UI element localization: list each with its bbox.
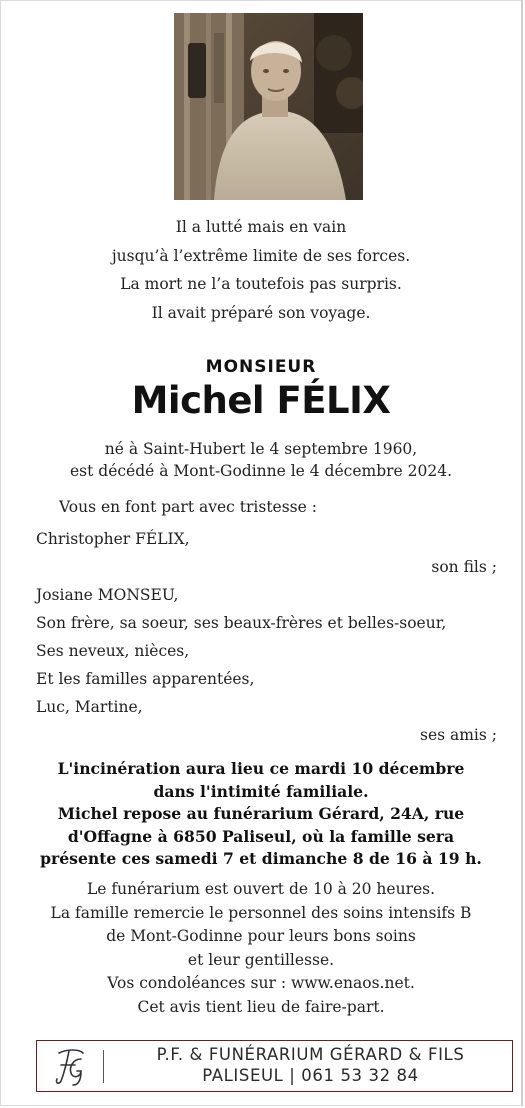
- info-line: La famille remercie le personnel des soins intensifs B: [50, 903, 472, 922]
- funeral-home-banner: [36, 1040, 513, 1092]
- funeral-home-monogram-logo: [49, 1045, 91, 1087]
- info-line: Vos condoléances sur : www.enaos.net.: [107, 974, 415, 992]
- portrait-photo: [174, 13, 363, 200]
- ceremony-line: dans l'intimité familiale.: [153, 781, 369, 801]
- family-line: Son frère, sa soeur, ses beaux-frères et belles-soeur,: [36, 614, 447, 632]
- family-line: Josiane MONSEU,: [36, 586, 179, 604]
- info-line: Cet avis tient lieu de faire-part.: [137, 997, 385, 1016]
- deceased-name: Michel FÉLIX: [131, 379, 391, 422]
- announce-lead: Vous en font part avec tristesse :: [59, 498, 317, 516]
- family-line: ses amis ;: [419, 726, 497, 744]
- birth-death-dates: [1, 438, 521, 482]
- poem-line: jusqu’à l’extrême limite de ses forces.: [111, 246, 411, 265]
- death-line: est décédé à Mont-Godinne le 4 décembre 2024.: [69, 462, 453, 480]
- info-line: de Mont-Godinne pour leurs bons soins: [106, 927, 416, 945]
- funeral-home-name: P.F. & FUNÉRARIUM GÉRARD & FILS: [156, 1045, 465, 1064]
- family-line: Christopher FÉLIX,: [36, 530, 190, 548]
- additional-info: [1, 878, 521, 1019]
- info-line: Le funérarium est ouvert de 10 à 20 heures.: [86, 880, 436, 898]
- family-line: Et les familles apparentées,: [36, 670, 255, 688]
- ceremony-line: présente ces samedi 7 et dimanche 8 de 16 à 19 h.: [40, 849, 482, 868]
- funeral-home-contact: PALISEUL | 061 53 32 84: [202, 1066, 419, 1085]
- ceremony-line: Michel repose au funérarium Gérard, 24A, rue: [57, 804, 465, 823]
- ceremony-line: d'Offagne à 6850 Paliseul, où la famille sera: [67, 826, 455, 846]
- family-line: Ses neveux, nièces,: [36, 642, 190, 660]
- family-line: Luc, Martine,: [36, 698, 143, 716]
- poem: [1, 213, 521, 327]
- family-line: son fils ;: [431, 558, 497, 576]
- poem-line: La mort ne l’a toutefois pas surpris.: [120, 275, 402, 293]
- honorific: MONSIEUR: [205, 357, 317, 377]
- portrait-image: [174, 13, 363, 200]
- poem-line: Il a lutté mais en vain: [175, 218, 347, 236]
- poem-line: Il avait préparé son voyage.: [151, 303, 371, 322]
- birth-line: né à Saint-Hubert le 4 septembre 1960,: [104, 440, 418, 458]
- ceremony-details: [1, 758, 521, 871]
- info-line: et leur gentillesse.: [187, 950, 335, 969]
- banner-divider: [103, 1050, 104, 1083]
- ceremony-line: L'incinération aura lieu ce mardi 10 décembre: [57, 759, 465, 778]
- family-list: [36, 525, 497, 749]
